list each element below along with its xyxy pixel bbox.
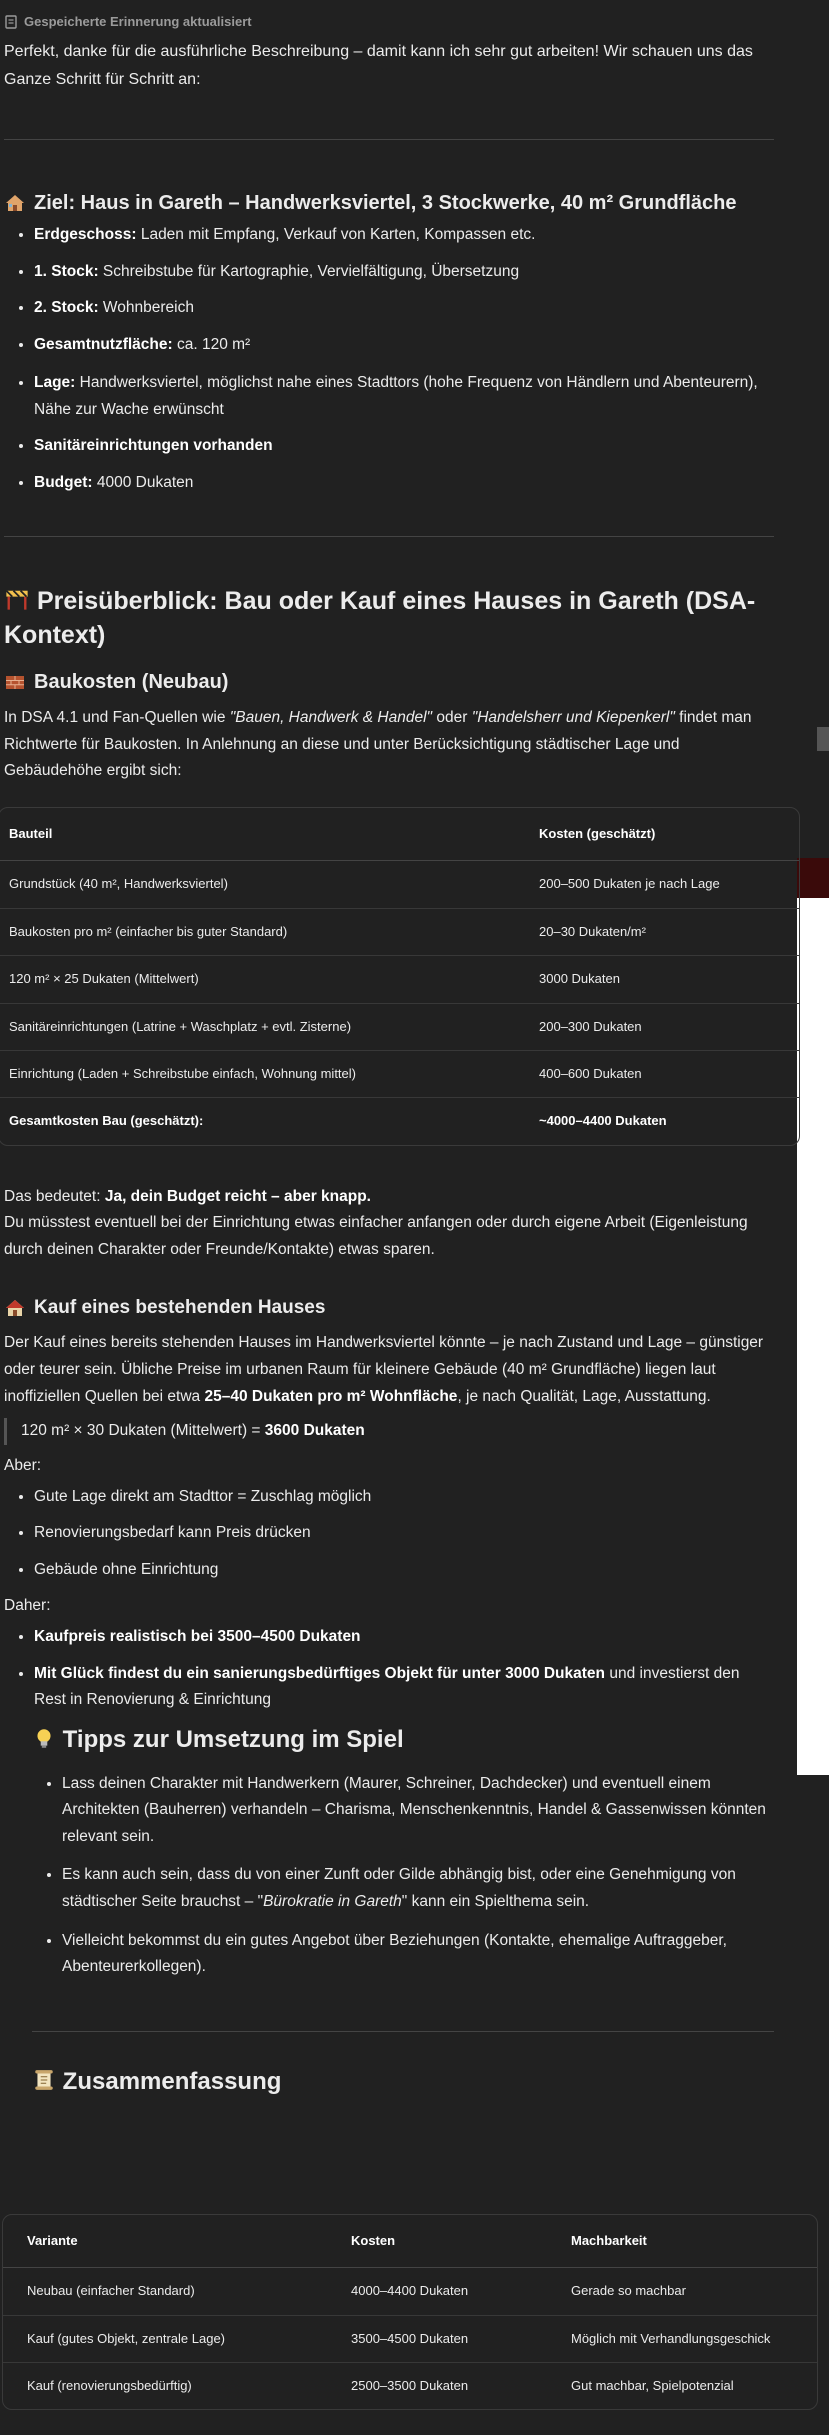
list-item: • Gute Lage direkt am Stadttor = Zuschlag möglich: [34, 1484, 774, 1511]
divider: [4, 139, 774, 140]
goal-heading: Ziel: Haus in Gareth – Handwerksviertel, 3 Stockwerke, 40 m² Grundfläche: [4, 188, 774, 218]
list-item: • Erdgeschoss: Laden mit Empfang, Verkauf von Karten, Kompassen etc.: [34, 222, 774, 249]
meaning-text: Das bedeutet: Ja, dein Budget reicht – aber knapp. Du müsstest eventuell bei der Einrichtung etwas einfacher anfangen oder durch eigene Arbeit (Eigenleistung durch deinen Charakter oder Freunde/Kontakte) etwas sparen.: [4, 1187, 748, 1258]
intro-text: Perfekt, danke für die ausführliche Beschreibung – damit kann ich sehr gut arbeiten! Wir schauen uns das Ganze Schritt für Schritt an:: [4, 43, 753, 88]
list-item: • Lass deinen Charakter mit Handwerkern (Maurer, Schreiner, Dachdecker) und eventuell einem Architekten (Bauherren) verhandeln – Charisma, Menschenkenntnis, Handel & Gassenwissen könnten relevant sein.: [62, 1771, 774, 1851]
build-heading: Baukosten (Neubau): [4, 665, 774, 699]
but-list: [4, 1484, 774, 1584]
lightbulb-icon: [32, 1726, 56, 1750]
house-icon: [4, 1297, 26, 1319]
scroll-marker: [817, 727, 829, 751]
memory-note[interactable]: [4, 10, 774, 34]
memory-icon: [4, 15, 18, 29]
table-row: Neubau (einfacher Standard) 4000–4400 Dukaten Gerade so machbar: [3, 2268, 817, 2315]
hence-list: [4, 1624, 774, 1714]
message-content: [4, 10, 774, 2110]
list-item: • Gesamtnutzfläche: ca. 120 m²: [34, 332, 774, 359]
table-row: Baukosten pro m² (einfacher bis guter Standard) 20–30 Dukaten/m²: [0, 908, 799, 955]
table-row-total: Gesamtkosten Bau (geschätzt): ~4000–4400 Dukaten: [9, 1113, 667, 1129]
tips-section: [32, 1724, 774, 2098]
column-header: Kosten (geschätzt): [529, 808, 799, 861]
list-item: • 2. Stock: Wohnbereich: [34, 295, 774, 322]
list-item: • Renovierungsbedarf kann Preis drücken: [34, 1520, 774, 1547]
side-panel: [797, 898, 829, 1295]
table-row: Kauf (gutes Objekt, zentrale Lage) 3500–4500 Dukaten Möglich mit Verhandlungsgeschick: [3, 2315, 817, 2362]
tips-list: [32, 1771, 774, 1982]
list-item: • Budget: 4000 Dukaten: [34, 470, 774, 497]
list-item: • Sanitäreinrichtungen vorhanden: [34, 433, 774, 460]
table-row: Einrichtung (Laden + Schreibstube einfach, Wohnung mittel) 400–600 Dukaten: [0, 1050, 799, 1097]
side-panel-lower: [797, 1295, 829, 1775]
build-cost-table: [0, 807, 800, 1146]
list-item: • Mit Glück findest du ein sanierungsbedürftiges Objekt für unter 3000 Dukaten und investierst den Rest in Renovierung & Einrichtung: [34, 1661, 774, 1714]
build-intro: In DSA 4.1 und Fan-Quellen wie "Bauen, Handwerk & Handel" oder "Handelsherr und Kiepenkerl" findet man Richtwerte für Baukosten. In Anlehnung an diese und unter Berücksichtigung städtischer Lage und Gebäudehöhe ergibt sich:: [4, 709, 752, 780]
buy-text: Der Kauf eines bereits stehenden Hauses im Handwerksviertel könnte – je nach Zustand und Lage – günstiger oder teurer sein. Übliche Preise im urbanen Raum für kleinere Gebäude (40 m² Grundfläche) liegen laut inoffiziellen Quellen bei etwa 25–40 Dukaten pro m² Wohnfläche, je nach Qualität, Lage, Ausstattung.: [4, 1334, 764, 1405]
table-row: Sanitäreinrichtungen (Latrine + Waschplatz + evtl. Zisterne) 200–300 Dukaten: [0, 1003, 799, 1050]
summary-heading: Zusammenfassung: [32, 2066, 774, 2098]
scroll-icon: [32, 2068, 56, 2092]
divider: [32, 2031, 774, 2032]
house-icon: [4, 192, 26, 214]
list-item: • Lage: Handwerksviertel, möglichst nahe eines Stadttors (hohe Frequenz von Händlern und Abenteurern), Nähe zur Wache erwünscht: [34, 369, 774, 423]
hence-label: Daher:: [4, 1597, 51, 1615]
construction-icon: [4, 586, 30, 612]
table-row: 120 m² × 25 Dukaten (Mittelwert) 3000 Dukaten: [0, 956, 799, 1003]
calc-quote: 120 m² × 30 Dukaten (Mittelwert) = 3600 Dukaten: [4, 1418, 774, 1445]
table-row: Grundstück (40 m², Handwerksviertel) 200–500 Dukaten je nach Lage: [0, 861, 799, 908]
tips-heading: Tipps zur Umsetzung im Spiel: [32, 1724, 774, 1756]
buy-heading: Kauf eines bestehenden Hauses: [4, 1292, 774, 1325]
column-header: Bauteil: [0, 808, 529, 861]
but-label: Aber:: [4, 1456, 42, 1474]
price-heading: Preisüberblick: Bau oder Kauf eines Hauses in Gareth (DSA-Kontext): [4, 587, 756, 649]
bricks-icon: [4, 671, 26, 693]
column-header: Kosten: [327, 2215, 547, 2268]
list-item: • Gebäude ohne Einrichtung: [34, 1557, 774, 1584]
memory-note-label: Gespeicherte Erinnerung aktualisiert: [24, 13, 252, 29]
goal-list: [4, 222, 774, 496]
table-row: Kauf (renovierungsbedürftig) 2500–3500 Dukaten Gut machbar, Spielpotenzial: [27, 2378, 734, 2394]
list-item: • Vielleicht bekommst du ein gutes Angebot über Beziehungen (Kontakte, ehemalige Auftraggeber, Abenteurerkollegen).: [62, 1928, 774, 1981]
list-item: • Es kann auch sein, dass du von einer Zunft oder Gilde abhängig bist, oder eine Genehmigung von städtischer Seite brauchst – "Bürokratie in Gareth" kann ein Spielthema sein.: [62, 1862, 774, 1915]
side-panel-header: [797, 858, 829, 898]
column-header: Variante: [3, 2215, 327, 2268]
list-item: • Kaufpreis realistisch bei 3500–4500 Dukaten: [34, 1624, 774, 1651]
divider: [4, 536, 774, 537]
summary-table: [2, 2214, 818, 2410]
column-header: Machbarkeit: [547, 2215, 817, 2268]
list-item: • 1. Stock: Schreibstube für Kartographie, Vervielfältigung, Übersetzung: [34, 259, 774, 286]
